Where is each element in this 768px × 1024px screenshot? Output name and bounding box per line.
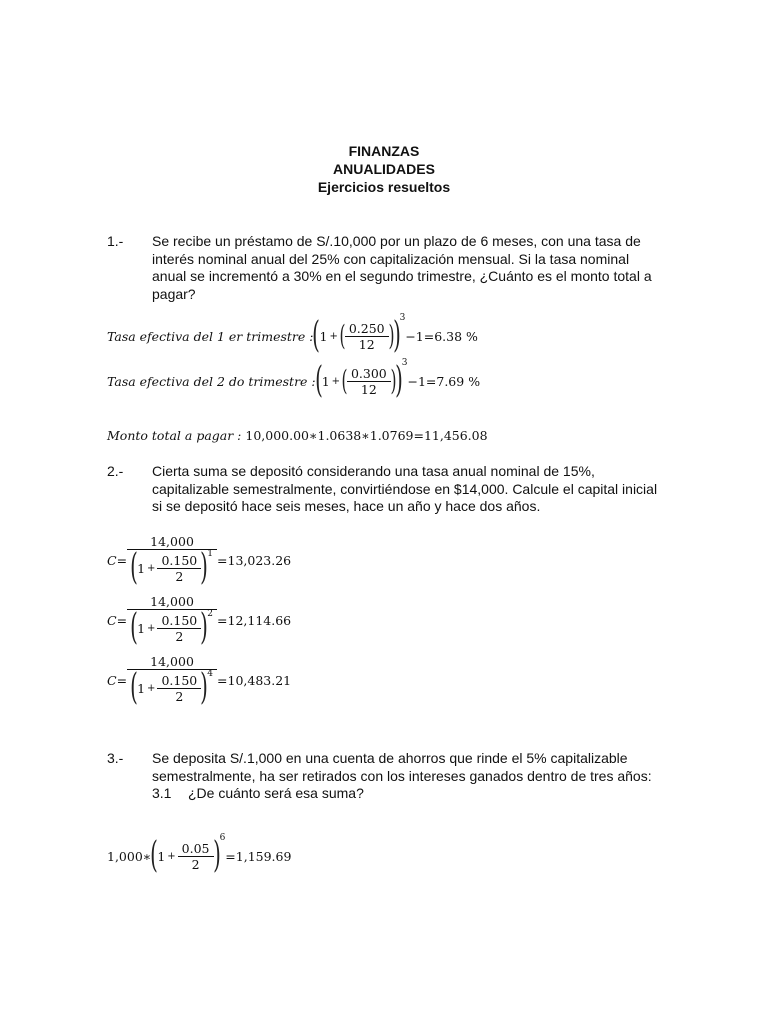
document-subtitle: ANUALIDADES <box>333 161 435 177</box>
rate-fraction <box>180 841 212 872</box>
formula-result: −1=6.38 % <box>405 328 478 344</box>
open-paren-icon: ( <box>150 835 159 876</box>
close-paren-icon: ) <box>212 835 221 876</box>
plus-sign: + <box>147 562 156 574</box>
fraction-denominator: 2 <box>157 568 201 584</box>
formula-result: =10,483.21 <box>217 672 292 688</box>
formula-result: =13,023.26 <box>217 552 292 568</box>
open-paren-icon: ( <box>130 667 138 708</box>
problem-2 <box>107 463 667 516</box>
fraction-numerator: 14,000 <box>150 594 194 609</box>
fraction-denominator: 12 <box>345 336 389 352</box>
problem-1-number: 1.- <box>107 233 124 249</box>
fraction-numerator: 0.05 <box>181 840 210 856</box>
exponent: 1 <box>207 548 214 559</box>
exponent: 4 <box>207 668 214 679</box>
capital-fraction <box>129 654 215 706</box>
close-paren-icon: ) <box>394 360 403 401</box>
formula-result: −1=7.69 % <box>407 373 481 389</box>
open-paren-icon: ( <box>312 315 321 356</box>
open-paren-icon: ( <box>130 607 138 648</box>
formula-total-amount <box>107 428 488 443</box>
fraction-denominator: 2 <box>157 688 201 704</box>
fraction-denominator: 2 <box>178 856 214 872</box>
fraction-numerator: 14,000 <box>150 534 194 549</box>
formula-quarter-2 <box>107 358 481 401</box>
formula-savings <box>107 833 292 876</box>
capital-fraction <box>129 534 215 586</box>
formula-result: =12,114.66 <box>217 612 292 628</box>
open-paren-icon: ( <box>314 360 323 401</box>
problem-3-number: 3.- <box>107 750 124 766</box>
problem-1 <box>107 233 667 303</box>
formula-capital-3 <box>107 654 291 706</box>
document-section-title: Ejercicios resueltos <box>317 179 451 195</box>
formula-one: 1 <box>137 680 146 696</box>
plus-sign: + <box>147 622 156 634</box>
formula-one: 1 <box>321 373 330 389</box>
subquestion-number: 3.1 <box>152 785 172 801</box>
problem-1-text: Se recibe un préstamo de S/.10,000 por un plazo de 6 meses, con una tasa de interés nominal anual del 25% con capitalización mensual. Si la tasa nominal anual se incrementó a 30% en el segundo trimestre, ¿Cuánto es el monto total a pagar? <box>152 233 652 302</box>
formula-total-expression: 10,000.00∗1.0638∗1.0769=11,456.08 <box>245 428 488 443</box>
close-paren-icon: ) <box>200 607 209 648</box>
formula-quarter-1 <box>107 313 478 356</box>
plus-sign: + <box>147 682 156 694</box>
close-paren-icon: ) <box>200 547 209 588</box>
subquestion-text: ¿De cuánto será esa suma? <box>188 785 364 801</box>
formula-capital-2 <box>107 594 291 646</box>
fraction-numerator: 0.150 <box>161 672 198 688</box>
exponent: 3 <box>399 313 406 323</box>
fraction-denominator: 2 <box>157 628 201 644</box>
rate-fraction <box>159 673 199 704</box>
problem-2-number: 2.- <box>107 463 124 479</box>
fraction-denominator <box>127 609 217 646</box>
open-paren-icon: ( <box>341 364 348 397</box>
open-paren-icon: ( <box>130 547 138 588</box>
capital-fraction <box>129 594 215 646</box>
rate-fraction <box>349 366 389 397</box>
fraction-numerator: 0.150 <box>161 552 198 568</box>
formula-lhs: 1,000∗ <box>107 848 152 864</box>
formula-quarter-1-label: Tasa efectiva del 1 er trimestre : <box>107 328 314 344</box>
fraction-denominator <box>127 549 217 586</box>
formula-lhs: C= <box>107 612 128 628</box>
fraction-denominator: 12 <box>347 381 391 397</box>
close-paren-icon: ) <box>390 364 397 397</box>
fraction-numerator: 14,000 <box>150 654 194 669</box>
open-paren-icon: ( <box>339 319 346 352</box>
exponent: 6 <box>219 833 226 843</box>
exponent: 3 <box>401 358 408 368</box>
formula-result: =1,159.69 <box>225 848 292 864</box>
problem-3 <box>107 750 667 803</box>
formula-capital-1 <box>107 534 291 586</box>
plus-sign: + <box>167 850 176 862</box>
fraction-denominator <box>127 669 217 706</box>
formula-total-label: Monto total a pagar : <box>107 428 242 443</box>
formula-lhs: C= <box>107 552 128 568</box>
problem-3-text: Se deposita S/.1,000 en una cuenta de ahorros que rinde el 5% capitalizable semestralmente, ha ser retirados con los intereses ganados dentro de tres años: <box>152 750 652 784</box>
plus-sign: + <box>329 330 338 342</box>
formula-one: 1 <box>157 848 166 864</box>
fraction-numerator: 0.150 <box>161 612 198 628</box>
problem-2-text: Cierta suma se depositó considerando una tasa anual nominal de 15%, capitalizable semestralmente, convirtiéndose en $14,000. Calcule el capital inicial si se depositó hace seis meses, hace un año y hace dos años. <box>152 463 658 514</box>
fraction-numerator: 0.300 <box>350 365 387 381</box>
rate-fraction <box>159 553 199 584</box>
exponent: 2 <box>207 608 214 619</box>
formula-one: 1 <box>137 560 146 576</box>
close-paren-icon: ) <box>392 315 401 356</box>
plus-sign: + <box>331 375 341 387</box>
formula-quarter-2-label: Tasa efectiva del 2 do trimestre : <box>107 373 316 389</box>
formula-one: 1 <box>137 620 146 636</box>
formula-lhs: C= <box>107 672 128 688</box>
problem-3-subquestion <box>152 785 667 803</box>
fraction-numerator: 0.250 <box>348 320 385 336</box>
rate-fraction <box>347 321 387 352</box>
document-title: FINANZAS <box>348 143 420 159</box>
close-paren-icon: ) <box>388 319 395 352</box>
rate-fraction <box>159 613 199 644</box>
close-paren-icon: ) <box>200 667 209 708</box>
formula-one: 1 <box>319 328 328 344</box>
